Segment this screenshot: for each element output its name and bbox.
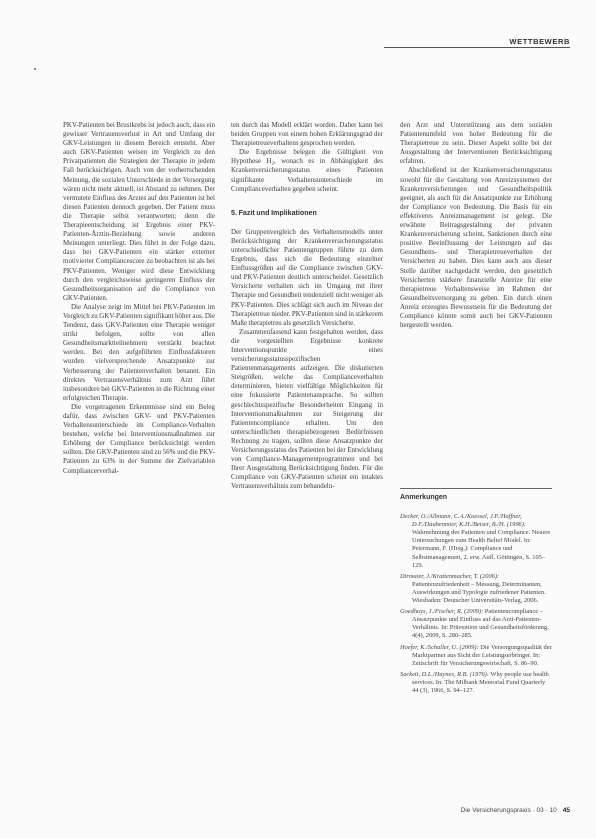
paragraph: Abschließend ist der Krankenversicherungsstatus sowohl für die Gestaltung von Anreizsystemen der Krankenversicherungen und Gesundheitspolitik geeignet, als auch für die Ansatzpunkte zur Erhöhung der Compliance von Bedeutung. Die Basis für ein effektiveres Anreizmanagement ist gelegt. Die erwähnte Beitragsgestaltung der privaten Krankenversicherung scheint, Sanktionen durch eine positive Beeinflussung der Leistungen auf das Gesundheits- und Therapietreueverhalten der Versicherten zu haben. Dies kann auch aus dieser Stelle darüber nachgedacht werden, den gesetzlich Versicherten stärkere finanzielle Anreize für eine therapietreue Verhaltensweise im Rahmen der Gesundheitsversorgung zu geben. Ein durch einen Anreiz erzeugtes Bewusstsein für die Bedeutung der Compliance könnte somit auch bei GKV-Patienten hergestellt werden. bbox=[400, 166, 552, 330]
paragraph: ten durch das Modell erklärt worden. Daher kann bei beiden Gruppen von einem hohen Erklärungsgrad der Therapietreueverhaltens gesprochen werden. bbox=[231, 121, 383, 148]
references-section bbox=[400, 494, 552, 698]
header-rule bbox=[384, 47, 570, 48]
page-footer bbox=[461, 807, 570, 814]
section-heading: 5. Fazit und Implikationen bbox=[231, 208, 317, 217]
references-rule bbox=[400, 488, 552, 489]
page-number: 45 bbox=[562, 807, 570, 814]
reference-item: Dirmaier, J./Krattenmacher, T. (2006): Patientenzufriedenheit – Messung, Determinanten, Auswirkungen und Typologie zufriedener Patienten. Wiesbaden: Deutscher Universitäts-Verlag, 2006. bbox=[400, 572, 546, 605]
section-label: WETTBEWERB bbox=[509, 37, 570, 46]
text-column-1 bbox=[63, 121, 215, 476]
paragraph: Der Gruppenvergleich des Verhaltensmodells unter Berücksichtigung der Krankenversicherungsstatus unterschiedlicher Patientengruppen führte zu dem Ergebnis, dass sich die Bedeutung einzelner Einflussgrößen auf die Compliance zwischen GKV- und PKV-Patienten deutlich unterscheidet. Gesetzlich Versicherte verhalten sich im Umgang mit ihrer Therapie und Gesundheit tendenziell nicht weniger als PKV-Patienten. Dies schlägt sich auch im Niveau der Therapietreue nieder. PKV-Patienten sind in stärkerem Maße therapietreu als gesetzlich Versicherte. bbox=[231, 227, 383, 327]
journal-name: Die Versicherungspraxis · 03 · 10 bbox=[460, 807, 557, 814]
paragraph: Die Ergebnisse belegen die Gültigkeit von Hypothese H₂, wonach es in Abhängigkeit des Krankenversicherungsstatus eines Patienten signifikante Verhaltensunterschiede im Complianceverhalten gegeben scheint. bbox=[231, 148, 383, 193]
references-heading: Anmerkungen bbox=[400, 494, 448, 501]
text-column-2 bbox=[231, 121, 383, 491]
paragraph: Die Analyse zeigt im Mittel bei PKV-Patienten im Vergleich zu GKV-Patienten signifikant höher aus. Die Tendenz, dass GKV-Patienten eine Therapie weniger strikt befolgen, sollte von allen Gesundheitsmarktteilnehmern verstärkt beachtet werden. Bei den aufgeführten Einflussfaktoren wurden vielversprechende Ansatzpunkte zur Verbesserung der Patientenverhalten benannt. Ein direktes Vertrauensverhältnis zum Arzt führt insbesondere bei GKV-Patienten in die Richtung einer erfolgreichen Therapie. bbox=[63, 302, 215, 402]
margin-dot bbox=[34, 68, 36, 70]
reference-item: Sackett, D.L./Haynes, R.B. (1976): Why people use health services. In: The Milbank Memorial Fund Quarterly 44 (3), 1966, S. 94–127. bbox=[400, 670, 549, 694]
paragraph: Die vorgetragenen Erkenntnisse sind ein Beleg dafür, dass zwischen GKV- und PKV-Patienten Verhaltensunterschiede im Compliance-Verhalten bestehen, welche bei Interventionsmaßnahmen zur Erhöhung der Compliance berücksichtigt werden sollten. Die GKV-Patienten sind zu 56% und die PKV-Patienten zu 63% in der Summe der Zielvariablen Compliancerverhal- bbox=[63, 402, 215, 475]
paragraph: den Arzt und Unterstützung aus dem sozialen Patientenumfeld von hoher Bedeutung für die Therapietreue zu sein. Dieser Aspekt sollte bei der Ausgestaltung der Interventionen Berücksichtigung erfahren. bbox=[400, 121, 552, 166]
reference-item: Decker, O./Allmann, C.A./Kuessel, J.P./Haffner, D.F./Daubenmier, K.H./Beiser, B./H. (1996): Wahrnehmung des Patienten und Compliance. Neuere Untersuchungen zum Health Belief Model. In: Petermann, F. (Hrsg.): Compliance und Selbstmanagement, 2. erw. Aufl. Göttingen, S. 105–129. bbox=[400, 513, 551, 569]
text-column-3 bbox=[400, 121, 552, 330]
paragraph: Zusammenfassend kann festgehalten werden, dass die vorgestellten Ergebnisse konkrete Interventionspunkte eines versicherungsstatusspezifischen Patientenmanagements aufzeigen. Die diskutierten Steigrößen, welche das Complianceverhalten determinieren, bieten vielfältige Möglichkeiten für eine fokussierte Patientenansprache. So sollten geschlechtsspezifische Besonderheiten Eingang in Interventionsmaßnahmen zur Steigerung der Patientencompliance erhalten. Um den unterschiedlichen therapiebezogenen Bedürfnissen Rechnung zu tragen, sollten diese Ansatzpunkte der Versicherungsstatus des Patienten bei der Entwicklung von Compliance-Managementprogrammen und bei Ihrer Ausgestaltung Berücksichtigung finden. Für die Compliance von GKV-Patienten scheint ein intaktes Vertrauensverhältnis zum behandeln- bbox=[231, 327, 383, 491]
paragraph: PKV-Patienten bei Brustkrebs ist jedoch auch, dass ein gewisser Vertrauensverlust in Art und Umfang der GKV-Leistungen in diesem Bereich entsteht. Aber auch GKV-Patienten weisen im Vergleich zu den Privatpatienten die Strategien der Therapie in jedem Fall berücksichtigen. Auch von der vorherrschenden Meinung, die sozialen Unterschiede in der Versorgung wären nicht mehr aktuell, ist Abstand zu nehmen. Der vermutete Einfluss des Arztes auf den Patienten ist bei diesen Patienten dennoch gegeben. Der Patient muss die Therapie selbst verantworten; denn die Therapieentscheidung ist Ergebnis einer PKV-Patienten-Ärztin-Beziehung sowie anderen Meinungen unterliegt. Dies führt in der Folge dazu, dass bei GKV-Patienten ein stärker externer motivierter Compliancescore zu beobachten ist als bei PKV-Patienten. Weniger wird diese Entwicklung durch den vergleichsweise geringeren Einfluss der Gesundheitsorganisation auf die Compliance von GKV-Patienten. bbox=[63, 121, 215, 302]
reference-item: Hoefer, K./Schaller, U. (2009): Die Versorgungsqualität der Marktpartner aus Sicht der Leistungserbringer. In: Zeitschrift für Versicherungswirtschaft, S. 86–90. bbox=[400, 643, 552, 667]
reference-item: Goedhuys, J./Fischer, R. (2009): Patientencompliance – Ansatzpunkte und Einfluss auf das Arzt-Patienten-Verhältnis. In: Prävention und Gesundheitsförderung, 4(4), 2009, S. 280–285. bbox=[400, 608, 549, 640]
